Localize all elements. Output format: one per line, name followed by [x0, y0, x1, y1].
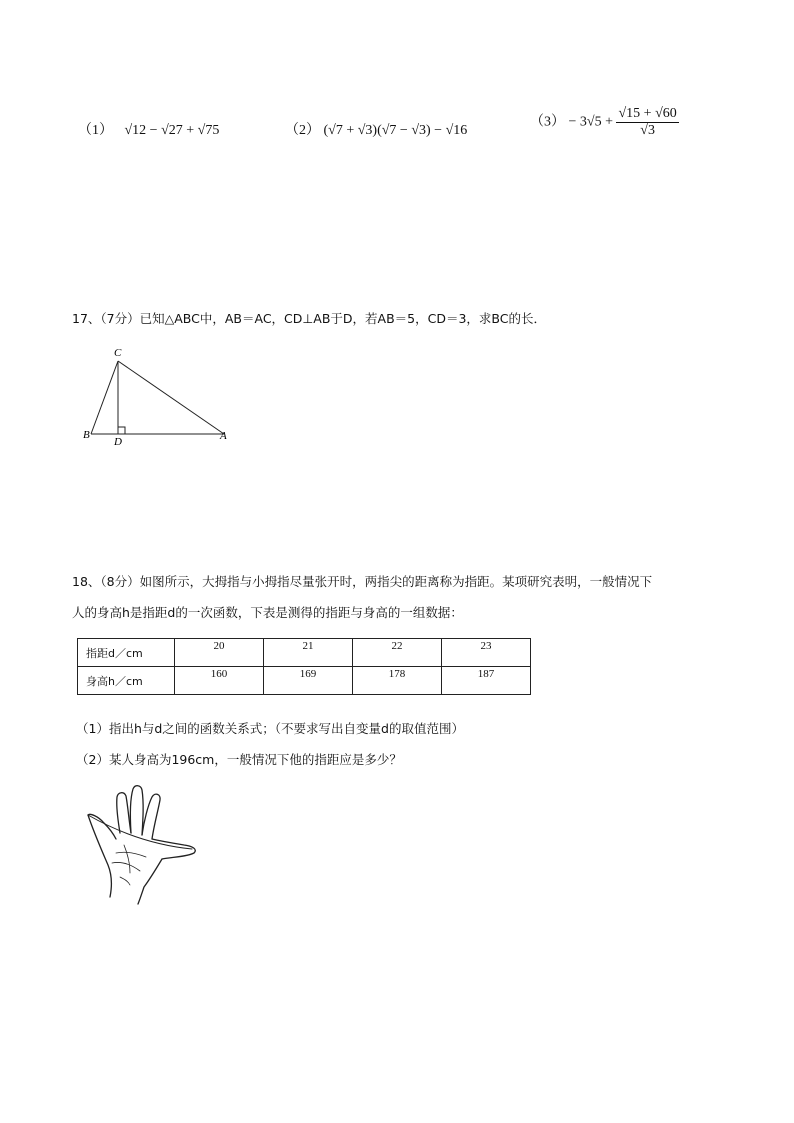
- q16-part3-numerator: √15 + √60: [618, 106, 677, 121]
- q16-part2-label: （2）: [285, 123, 320, 138]
- q18-sub2: （2）某人身高为196cm，一般情况下他的指距应是多少？: [76, 752, 402, 767]
- q18-text-line2: 人的身高h是指距d的一次函数，下表是测得的指距与身高的一组数据：: [72, 605, 463, 620]
- q16-part1: [78, 119, 219, 139]
- q17-text: 17、（7分）已知△ABC中，AB＝AC，CD⊥AB于D，若AB＝5，CD＝3，求BC的长．: [72, 311, 547, 326]
- vertex-d-label: D: [114, 436, 122, 448]
- right-angle-mark: [118, 427, 125, 434]
- q18-text-line1: 18、（8分）如图所示，大拇指与小拇指尽量张开时，两指尖的距离称为指距。某项研究表明，一般情况下: [72, 574, 653, 589]
- table-cell: 23: [442, 639, 531, 667]
- vertex-a-label: A: [220, 430, 227, 442]
- table-cell: 178: [353, 667, 442, 695]
- table-cell: 21: [264, 639, 353, 667]
- table-row: [78, 667, 531, 695]
- q16-part3-prefix: − 3√5 +: [568, 114, 613, 130]
- vertex-c-label: C: [114, 347, 122, 359]
- table-cell: 160: [175, 667, 264, 695]
- q18-sub1: （1）指出h与d之间的函数关系式；（不要求写出自变量d的取值范围）: [76, 721, 464, 736]
- q16-part1-expression: √12 − √27 + √75: [124, 123, 220, 138]
- table-row-header: 指距d／cm: [78, 639, 175, 667]
- data-table: [77, 638, 531, 695]
- q16-part3-denominator: √3: [640, 123, 655, 138]
- q16-part3: [530, 106, 679, 139]
- q16-part3-fraction: [616, 106, 678, 139]
- table-row-header: 身高h／cm: [78, 667, 175, 695]
- q16-part1-label: （1）: [78, 123, 113, 138]
- table-cell: 169: [264, 667, 353, 695]
- q16-part2: [285, 119, 467, 139]
- table-cell: 187: [442, 667, 531, 695]
- hand-illustration: [80, 783, 210, 905]
- triangle-figure: [80, 340, 240, 450]
- table-row: [78, 639, 531, 667]
- segment-bc: [91, 361, 118, 434]
- vertex-b-label: B: [83, 429, 90, 441]
- table-cell: 20: [175, 639, 264, 667]
- q16-part3-label: （3）: [530, 114, 565, 130]
- segment-ca: [118, 361, 224, 434]
- q16-part2-expression: (√7 + √3)(√7 − √3) − √16: [323, 123, 468, 138]
- table-cell: 22: [353, 639, 442, 667]
